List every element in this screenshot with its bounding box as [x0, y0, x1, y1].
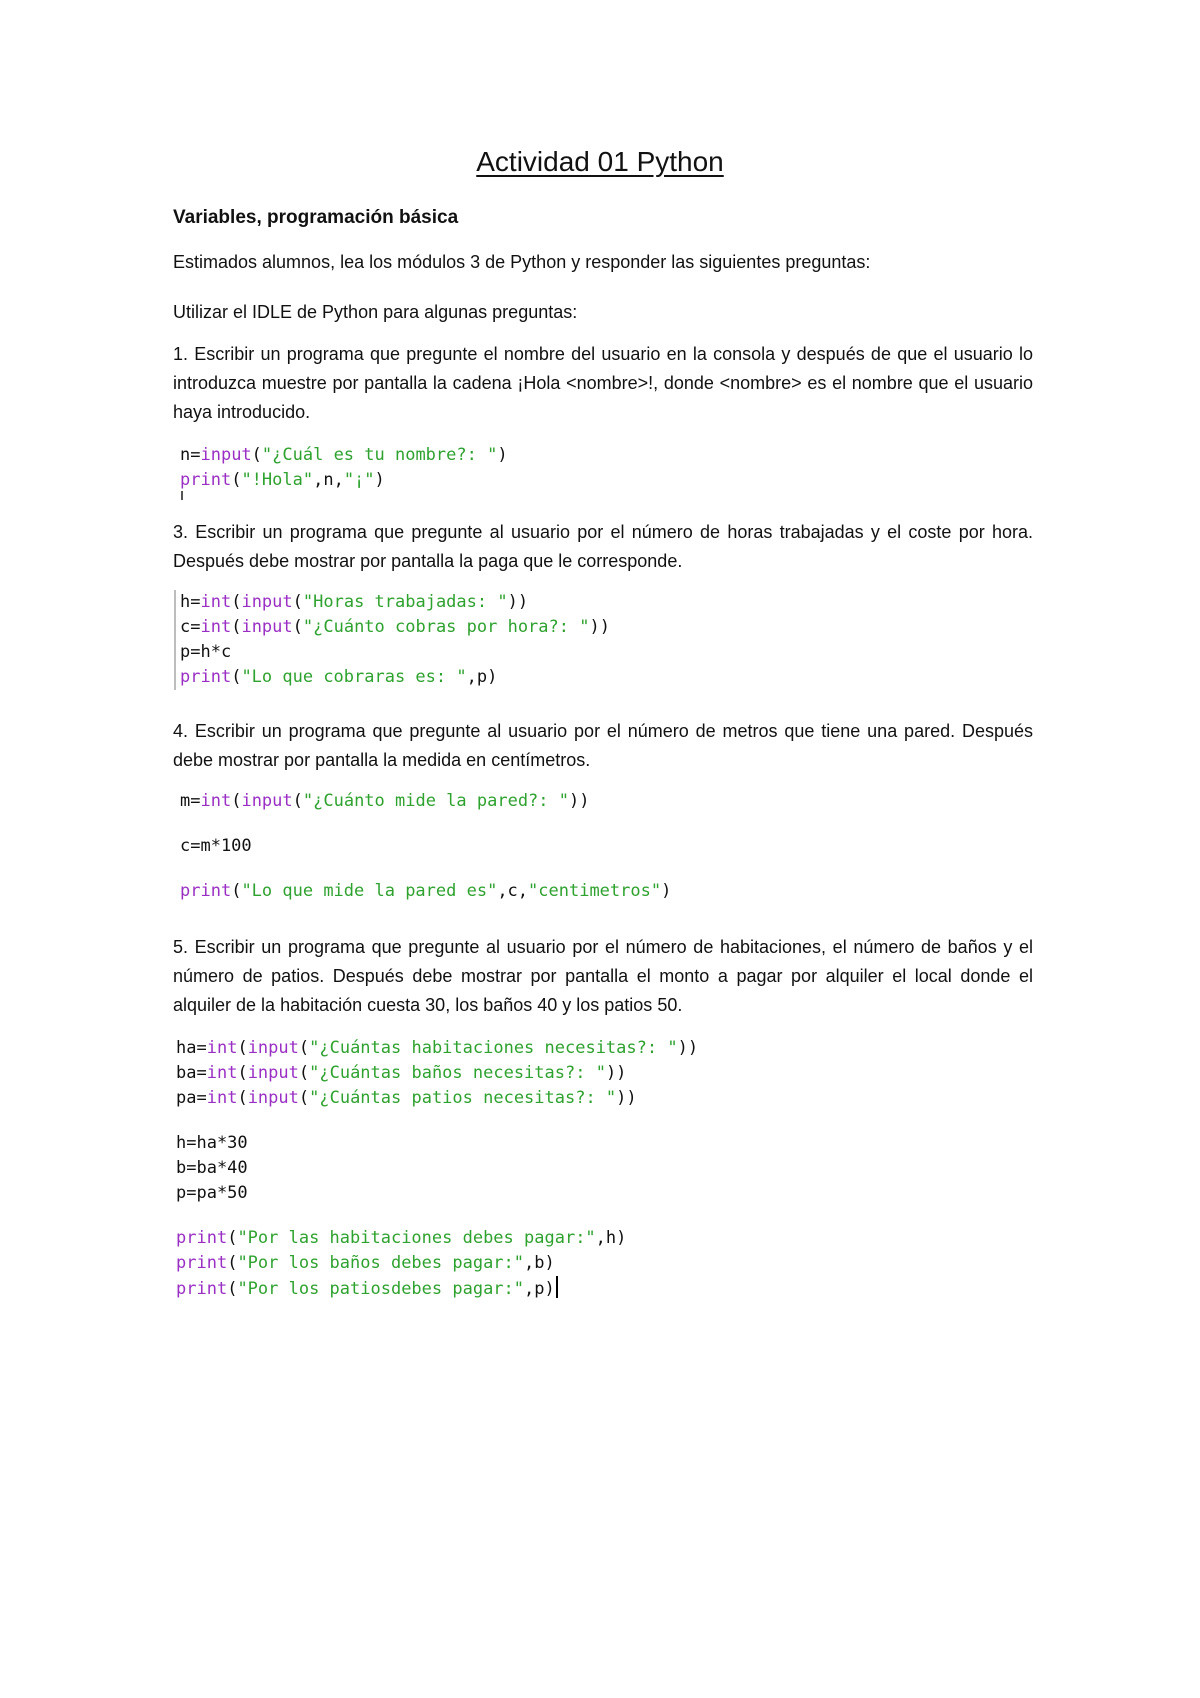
code-token: p=h*c [180, 642, 232, 662]
code-line [176, 1061, 698, 1086]
code-line [176, 1181, 698, 1206]
code-token: ( [237, 1088, 248, 1108]
question-5-text: Escribir un programa que pregunte al usuario por el número de habitaciones, el número de baños y el número de patios. Después debe mostrar por pantalla el monto a pagar por alquiler el local donde el alquiler de la habitación cuesta 30, los baños 40 y los patios 50. [173, 937, 1033, 1015]
code-token: ,p) [524, 1279, 555, 1299]
code-token: n= [180, 445, 201, 465]
code-token: ,p) [466, 667, 498, 687]
text-cursor [556, 1276, 558, 1298]
code-token: ha= [176, 1038, 207, 1058]
code-line [176, 1131, 698, 1156]
code-token: ,h) [595, 1228, 627, 1248]
question-3 [173, 518, 1033, 576]
code-line [180, 615, 610, 640]
code-token: input [247, 1063, 299, 1083]
question-1-text: Escribir un programa que pregunte el nombre del usuario en la consola y después de que el usuario lo introduzca muestre por pantalla la cadena ¡Hola <nombre>!, donde <nombre> es el nombre que el usuario haya introducido. [173, 344, 1033, 422]
question-5-number: 5. [173, 937, 189, 957]
code-token: ( [237, 1038, 248, 1058]
code-line [180, 468, 508, 493]
code-margin-tick [181, 491, 183, 500]
code-line [176, 1251, 698, 1276]
intro-paragraph: Estimados alumnos, lea los módulos 3 de Python y responder las siguientes preguntas: [173, 252, 871, 272]
code-token: input [241, 592, 293, 612]
code-token: "¿Cuántas habitaciones necesitas?: " [309, 1038, 678, 1058]
code-line [176, 1111, 698, 1131]
code-token: ba= [176, 1063, 207, 1083]
code-token: ( [231, 470, 242, 490]
code-token: )) [507, 592, 529, 612]
code-token: )) [605, 1063, 627, 1083]
code-token: "¿Cuántas patios necesitas?: " [309, 1088, 617, 1108]
code-token: "¿Cuál es tu nombre?: " [261, 445, 498, 465]
code-token: ) [497, 445, 508, 465]
code-token: print [176, 1253, 228, 1273]
code-line [180, 859, 671, 879]
code-line [176, 1156, 698, 1181]
question-4 [173, 717, 1033, 775]
code-block-q4 [180, 789, 671, 904]
code-token: int [206, 1088, 238, 1108]
code-token: int [200, 617, 232, 637]
code-token: m= [180, 791, 201, 811]
code-token: ,n, [313, 470, 344, 490]
code-token: ( [292, 617, 303, 637]
code-line [180, 590, 610, 615]
code-token: ( [231, 791, 242, 811]
code-token: ,b) [524, 1253, 555, 1273]
code-token: print [180, 881, 232, 901]
code-token: print [176, 1228, 228, 1248]
code-token: )) [616, 1088, 637, 1108]
code-token: pa= [176, 1088, 207, 1108]
code-token: c=m*100 [180, 836, 252, 856]
question-5 [173, 933, 1033, 1020]
code-token: "Por las habitaciones debes pagar:" [237, 1228, 596, 1248]
code-token: ( [227, 1279, 238, 1299]
code-line [180, 443, 508, 468]
page-title: Actividad 01 Python [476, 146, 724, 177]
code-token: ( [227, 1253, 238, 1273]
code-token: "¿Cuánto mide la pared?: " [302, 791, 569, 811]
code-token: )) [589, 617, 610, 637]
code-token: "¿Cuántas baños necesitas?: " [309, 1063, 606, 1083]
code-line [176, 1226, 698, 1251]
code-token: h= [180, 592, 201, 612]
code-block-q5 [176, 1036, 698, 1301]
code-token: input [247, 1088, 299, 1108]
code-token: "Horas trabajadas: " [302, 592, 508, 612]
code-token: "Lo que mide la pared es" [241, 881, 498, 901]
code-token: ( [298, 1088, 310, 1108]
section-subtitle: Variables, programación básica [173, 207, 459, 228]
code-token: ( [237, 1063, 248, 1083]
code-token: ) [374, 470, 385, 490]
code-token: ( [292, 791, 303, 811]
code-token: ( [231, 617, 242, 637]
code-token: "Lo que cobraras es: " [241, 667, 467, 687]
code-token: c= [180, 617, 201, 637]
code-token: "¿Cuánto cobras por hora?: " [302, 617, 590, 637]
code-line [176, 1086, 698, 1111]
code-token: int [206, 1063, 238, 1083]
code-token: ( [298, 1038, 310, 1058]
code-token: input [247, 1038, 299, 1058]
code-token: int [200, 791, 232, 811]
question-4-text: Escribir un programa que pregunte al usuario por el número de metros que tiene una pared. Después debe mostrar por pantalla la medida en centímetros. [173, 721, 1033, 770]
code-token: int [200, 592, 232, 612]
code-token: h=ha*30 [176, 1133, 248, 1153]
code-token: "centimetros" [528, 881, 662, 901]
code-token: ( [231, 881, 242, 901]
code-token: p=pa*50 [176, 1183, 248, 1203]
question-4-number: 4. [173, 721, 189, 741]
code-token: "Por los patiosdebes pagar:" [237, 1279, 525, 1299]
code-token: )) [569, 791, 590, 811]
question-3-number: 3. [173, 522, 189, 542]
code-token: "Por los baños debes pagar:" [237, 1253, 525, 1273]
code-token: ( [231, 592, 242, 612]
code-token: int [206, 1038, 238, 1058]
instruction-paragraph: Utilizar el IDLE de Python para algunas preguntas: [173, 302, 578, 322]
code-token: ( [227, 1228, 238, 1248]
code-line [176, 1036, 698, 1061]
code-line [180, 640, 610, 665]
code-line [180, 814, 671, 834]
code-token: print [176, 1279, 228, 1299]
code-line [176, 1206, 698, 1226]
question-1-number: 1. [173, 344, 189, 364]
code-line [180, 834, 671, 859]
code-token: print [180, 470, 232, 490]
code-token: print [180, 667, 232, 687]
code-token: ) [661, 881, 672, 901]
code-token: input [241, 791, 293, 811]
code-token: input [241, 617, 293, 637]
code-token: ( [231, 667, 242, 687]
code-token: ( [298, 1063, 310, 1083]
code-line [180, 665, 610, 690]
code-block-q1 [180, 443, 508, 493]
code-line [180, 789, 671, 814]
code-token: ( [251, 445, 262, 465]
code-token: input [200, 445, 252, 465]
code-token: "¡" [343, 470, 375, 490]
question-1 [173, 340, 1033, 427]
code-token: ,c, [497, 881, 529, 901]
code-line [176, 1276, 698, 1301]
code-token: "!Hola" [241, 470, 314, 490]
code-line [180, 879, 671, 904]
code-token: b=ba*40 [176, 1158, 248, 1178]
code-token: ( [292, 592, 303, 612]
code-block-q3 [174, 590, 610, 690]
question-3-text: Escribir un programa que pregunte al usuario por el número de horas trabajadas y el coste por hora. Después debe mostrar por pantalla la paga que le corresponde. [173, 522, 1033, 571]
code-token: )) [677, 1038, 699, 1058]
